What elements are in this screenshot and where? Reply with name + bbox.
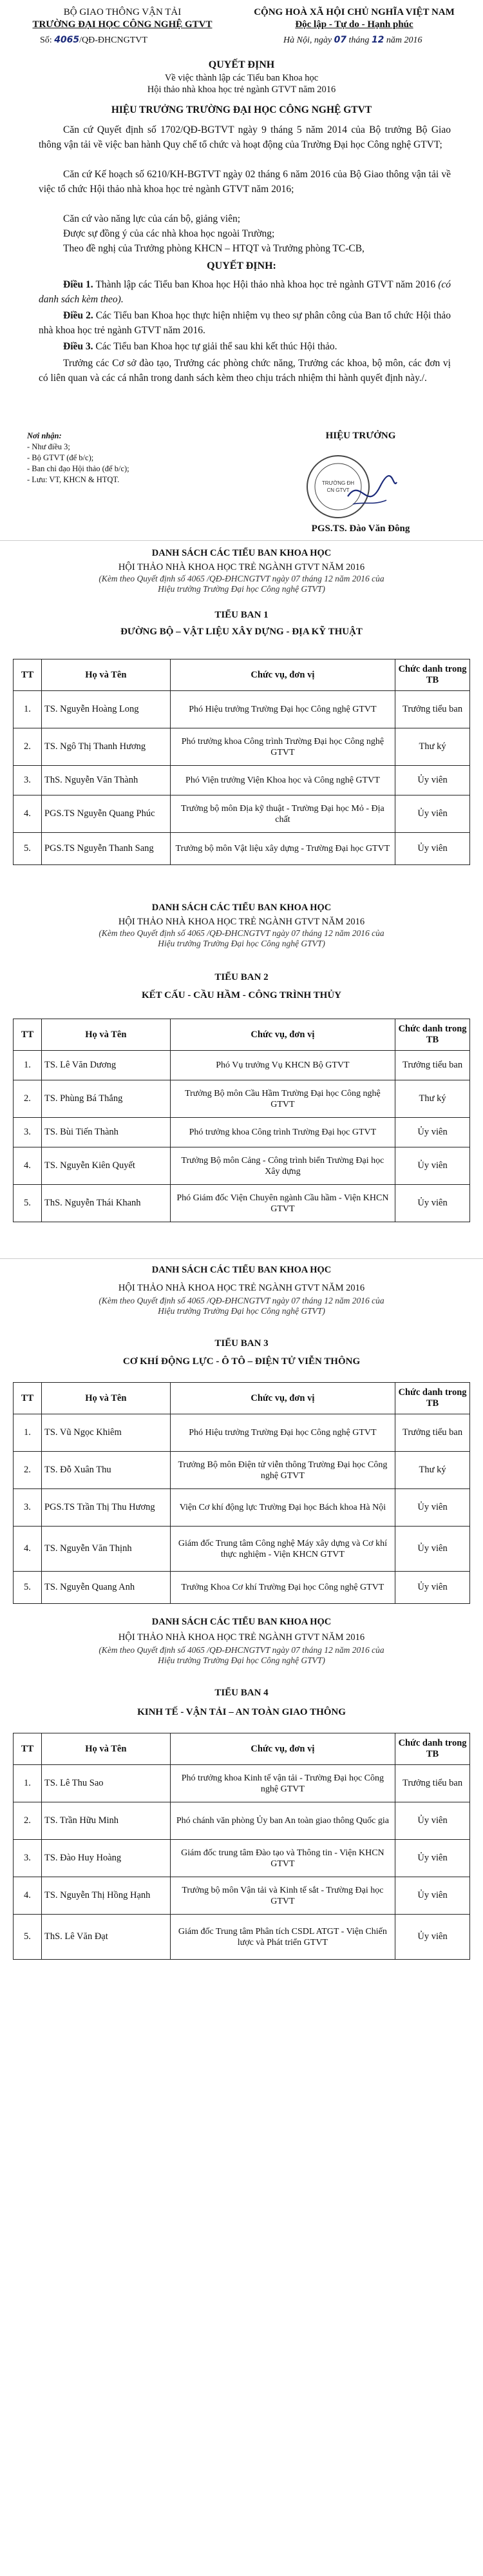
col-header-role: Chức danh trong TB bbox=[395, 1383, 470, 1414]
subcommittee-3-name: CƠ KHÍ ĐỘNG LỰC - Ô TÔ – ĐIỆN TỬ VIỄN THÔNG bbox=[122, 1356, 361, 1367]
row-index: 5. bbox=[14, 1915, 42, 1960]
col-header-name: Họ và Tên bbox=[41, 1383, 170, 1414]
member-role: Trưởng tiểu ban bbox=[395, 691, 470, 728]
member-position: Phó Hiệu trưởng Trường Đại học Công nghệ GTVT bbox=[170, 1414, 395, 1452]
col-header-index: TT bbox=[14, 1733, 42, 1765]
table-header-row bbox=[14, 1019, 470, 1051]
page-divider bbox=[0, 1258, 483, 1259]
col-header-position: Chức vụ, đơn vị bbox=[170, 659, 395, 691]
member-role: Thư ký bbox=[395, 1080, 470, 1118]
member-position: Trưởng bộ môn Vật liệu xây dựng - Trường Đại học GTVT bbox=[170, 833, 395, 865]
member-role: Ủy viên bbox=[395, 1877, 470, 1915]
member-role: Ủy viên bbox=[395, 833, 470, 865]
row-index: 5. bbox=[14, 833, 42, 865]
table-row bbox=[14, 1147, 470, 1185]
list-note-2b: Hiệu trưởng Trường Đại học Công nghệ GTVT) bbox=[158, 939, 325, 948]
national-motto: Độc lập - Tự do - Hạnh phúc bbox=[295, 19, 413, 30]
member-position: Trưởng Bộ môn Điện tử viễn thông Trường Đại học Công nghệ GTVT bbox=[170, 1452, 395, 1489]
basis-paragraph-4: Được sự đồng ý của các nhà khoa học ngoài Trường; bbox=[63, 228, 275, 239]
list-event-1: HỘI THẢO NHÀ KHOA HỌC TRẺ NGÀNH GTVT NĂM 2016 bbox=[118, 562, 365, 572]
list-title-1: DANH SÁCH CÁC TIỂU BAN KHOA HỌC bbox=[151, 548, 332, 558]
member-role: Thư ký bbox=[395, 728, 470, 766]
table-row bbox=[14, 1840, 470, 1877]
table-row bbox=[14, 1572, 470, 1604]
table-row bbox=[14, 795, 470, 833]
member-role: Ủy viên bbox=[395, 766, 470, 795]
member-role: Trưởng tiểu ban bbox=[395, 1765, 470, 1802]
member-role: Ủy viên bbox=[395, 1147, 470, 1185]
table-row bbox=[14, 1489, 470, 1527]
table-row bbox=[14, 1527, 470, 1572]
docno-suffix: /QĐ-ĐHCNGTVT bbox=[79, 35, 147, 45]
list-title-2: DANH SÁCH CÁC TIỂU BAN KHOA HỌC bbox=[151, 903, 332, 913]
country-name: CỘNG HOÀ XÃ HỘI CHỦ NGHĨA VIỆT NAM bbox=[254, 7, 455, 17]
table-row bbox=[14, 1915, 470, 1960]
subcommittee-1-name: ĐƯỜNG BỘ – VẬT LIỆU XÂY DỰNG - ĐỊA KỸ THUẬT bbox=[120, 627, 363, 637]
col-header-index: TT bbox=[14, 1019, 42, 1051]
member-name: TS. Nguyễn Thị Hồng Hạnh bbox=[41, 1877, 170, 1915]
recipients-block bbox=[27, 431, 129, 485]
article-1-label: Điều 1. bbox=[63, 279, 93, 290]
member-position: Phó chánh văn phòng Ủy ban An toàn giao thông Quốc gia bbox=[170, 1802, 395, 1840]
month-prefix: tháng bbox=[348, 35, 370, 45]
member-name: ThS. Lê Văn Đạt bbox=[41, 1915, 170, 1960]
basis-paragraph-2: Căn cứ Kế hoạch số 6210/KH-BGTVT ngày 02 tháng 6 năm 2016 của Bộ Giao thông vận tải về việc tổ chức Hội thảo nhà khoa học trẻ ngành GTVT năm 2016; bbox=[39, 169, 451, 195]
article-2-text: Các Tiểu ban Khoa học thực hiện nhiệm vụ theo sự phân công của Ban tổ chức Hội thảo nhà khoa học trẻ ngành GTVT năm 2016. bbox=[39, 310, 451, 336]
place-prefix: Hà Nội, ngày bbox=[283, 35, 332, 45]
row-index: 3. bbox=[14, 1840, 42, 1877]
row-index: 1. bbox=[14, 1414, 42, 1452]
row-index: 2. bbox=[14, 1452, 42, 1489]
table-row bbox=[14, 1414, 470, 1452]
member-name: ThS. Nguyễn Thái Khanh bbox=[41, 1185, 170, 1222]
member-name: PGS.TS Trần Thị Thu Hương bbox=[41, 1489, 170, 1527]
member-role: Trưởng tiểu ban bbox=[395, 1414, 470, 1452]
subcommittee-2-label: TIỂU BAN 2 bbox=[214, 972, 269, 982]
row-index: 3. bbox=[14, 1118, 42, 1147]
recipient-item: - Như điều 3; bbox=[27, 442, 70, 451]
table-row bbox=[14, 1802, 470, 1840]
subcommittee-1-label: TIỂU BAN 1 bbox=[214, 610, 269, 620]
col-header-role: Chức danh trong TB bbox=[395, 1019, 470, 1051]
table-row bbox=[14, 1118, 470, 1147]
table-row bbox=[14, 1080, 470, 1118]
member-name: TS. Ngô Thị Thanh Hương bbox=[41, 728, 170, 766]
issuer-block bbox=[26, 6, 219, 31]
table-row bbox=[14, 1051, 470, 1080]
list-note-1b: Hiệu trưởng Trường Đại học Công nghệ GTVT) bbox=[158, 584, 325, 594]
member-name: TS. Trần Hữu Minh bbox=[41, 1802, 170, 1840]
authority-heading: HIỆU TRƯỞNG TRƯỜNG ĐẠI HỌC CÔNG NGHỆ GTVT bbox=[111, 104, 372, 115]
svg-text:TRƯỜNG ĐH: TRƯỜNG ĐH bbox=[321, 480, 355, 486]
document-number bbox=[40, 35, 147, 46]
row-index: 4. bbox=[14, 1877, 42, 1915]
table-row bbox=[14, 1877, 470, 1915]
table-row bbox=[14, 1765, 470, 1802]
list-event-2: HỘI THẢO NHÀ KHOA HỌC TRẺ NGÀNH GTVT NĂM 2016 bbox=[118, 917, 365, 927]
list-event-4: HỘI THẢO NHÀ KHOA HỌC TRẺ NGÀNH GTVT NĂM 2016 bbox=[118, 1632, 365, 1643]
table-row bbox=[14, 1185, 470, 1222]
member-role: Ủy viên bbox=[395, 1185, 470, 1222]
recipient-item: - Ban chỉ đạo Hội thảo (để b/c); bbox=[27, 464, 129, 473]
member-role: Ủy viên bbox=[395, 1840, 470, 1877]
member-role: Ủy viên bbox=[395, 1118, 470, 1147]
decision-subtitle-1: Về việc thành lập các Tiểu ban Khoa học bbox=[164, 73, 319, 83]
subcommittee-3-label: TIỂU BAN 3 bbox=[214, 1338, 269, 1349]
col-header-name: Họ và Tên bbox=[41, 1733, 170, 1765]
member-name: TS. Phùng Bá Thắng bbox=[41, 1080, 170, 1118]
member-position: Phó trưởng khoa Kinh tế vận tải - Trường Đại học Công nghệ GTVT bbox=[170, 1765, 395, 1802]
recipients-title: Nơi nhận: bbox=[27, 431, 62, 440]
list-note-3a: (Kèm theo Quyết định số 4065 /QĐ-ĐHCNGTVT ngày 07 tháng 12 năm 2016 của bbox=[99, 1296, 384, 1305]
col-header-role: Chức danh trong TB bbox=[395, 659, 470, 691]
member-position: Phó Hiệu trưởng Trường Đại học Công nghệ GTVT bbox=[170, 691, 395, 728]
subcommittee-3-table bbox=[13, 1382, 470, 1604]
row-index: 1. bbox=[14, 1051, 42, 1080]
basis-paragraph-5: Theo đề nghị của Trưởng phòng KHCN – HTQT và Trưởng phòng TC-CB, bbox=[63, 243, 365, 254]
col-header-role: Chức danh trong TB bbox=[395, 1733, 470, 1765]
ministry-name: BỘ GIAO THÔNG VẬN TẢI bbox=[63, 7, 182, 17]
table-row bbox=[14, 691, 470, 728]
member-role: Ủy viên bbox=[395, 1802, 470, 1840]
member-position: Viện Cơ khí động lực Trường Đại học Bách khoa Hà Nội bbox=[170, 1489, 395, 1527]
place-date bbox=[283, 35, 422, 46]
row-index: 2. bbox=[14, 1080, 42, 1118]
subcommittee-2-table bbox=[13, 1019, 470, 1222]
row-index: 1. bbox=[14, 1765, 42, 1802]
member-name: TS. Bùi Tiến Thành bbox=[41, 1118, 170, 1147]
member-role: Ủy viên bbox=[395, 1915, 470, 1960]
table-row bbox=[14, 766, 470, 795]
year-text: năm 2016 bbox=[386, 35, 422, 45]
month-handwritten: 12 bbox=[371, 35, 384, 45]
col-header-position: Chức vụ, đơn vị bbox=[170, 1733, 395, 1765]
row-index: 1. bbox=[14, 691, 42, 728]
member-name: TS. Vũ Ngọc Khiêm bbox=[41, 1414, 170, 1452]
member-name: PGS.TS Nguyễn Quang Phúc bbox=[41, 795, 170, 833]
col-header-position: Chức vụ, đơn vị bbox=[170, 1383, 395, 1414]
member-position: Phó Giám đốc Viện Chuyên ngành Cầu hầm - Viện KHCN GTVT bbox=[170, 1185, 395, 1222]
member-position: Trưởng bộ môn Địa kỹ thuật - Trường Đại học Mỏ - Địa chất bbox=[170, 795, 395, 833]
row-index: 4. bbox=[14, 1527, 42, 1572]
day-handwritten: 07 bbox=[334, 35, 347, 45]
member-position: Phó trưởng khoa Công trình Trường Đại học GTVT bbox=[170, 1118, 395, 1147]
member-role: Ủy viên bbox=[395, 1527, 470, 1572]
member-name: TS. Nguyễn Văn Thịnh bbox=[41, 1527, 170, 1572]
col-header-name: Họ và Tên bbox=[41, 659, 170, 691]
national-heading bbox=[245, 6, 464, 31]
table-row bbox=[14, 833, 470, 865]
recipient-item: - Lưu: VT, KHCN & HTQT. bbox=[27, 475, 120, 484]
member-position: Phó Vụ trưởng Vụ KHCN Bộ GTVT bbox=[170, 1051, 395, 1080]
article-1-note: (có danh sách kèm theo). bbox=[39, 279, 451, 305]
decide-heading: QUYẾT ĐỊNH: bbox=[207, 260, 276, 271]
member-role: Thư ký bbox=[395, 1452, 470, 1489]
row-index: 3. bbox=[14, 766, 42, 795]
col-header-name: Họ và Tên bbox=[41, 1019, 170, 1051]
decision-title: QUYẾT ĐỊNH bbox=[208, 59, 275, 70]
member-role: Trưởng tiểu ban bbox=[395, 1051, 470, 1080]
member-name: TS. Nguyễn Kiên Quyết bbox=[41, 1147, 170, 1185]
execution-paragraph: Trưởng các Cơ sở đào tạo, Trưởng các phòng chức năng, Trưởng các khoa, bộ môn, các đơn vị có liên quan và các cá nhân trong danh sách kèm theo chịu trách nhiệm thi hành quyết định này./. bbox=[39, 358, 451, 384]
row-index: 4. bbox=[14, 1147, 42, 1185]
member-position: Giám đốc trung tâm Đào tạo và Thông tin - Viện KHCN GTVT bbox=[170, 1840, 395, 1877]
table-header-row bbox=[14, 1733, 470, 1765]
subcommittee-4-table bbox=[13, 1733, 470, 1960]
list-event-3: HỘI THẢO NHÀ KHOA HỌC TRẺ NGÀNH GTVT NĂM 2016 bbox=[118, 1283, 365, 1293]
article-3 bbox=[39, 339, 451, 354]
table-row bbox=[14, 1452, 470, 1489]
member-name: TS. Đỗ Xuân Thu bbox=[41, 1452, 170, 1489]
list-note-4b: Hiệu trưởng Trường Đại học Công nghệ GTVT) bbox=[158, 1655, 325, 1665]
list-title-4: DANH SÁCH CÁC TIỂU BAN KHOA HỌC bbox=[151, 1617, 332, 1627]
member-role: Ủy viên bbox=[395, 795, 470, 833]
row-index: 2. bbox=[14, 1802, 42, 1840]
member-position: Trưởng bộ môn Vận tải và Kinh tế sắt - Trường Đại học GTVT bbox=[170, 1877, 395, 1915]
member-position: Trưởng Khoa Cơ khí Trường Đại học Công nghệ GTVT bbox=[170, 1572, 395, 1604]
member-position: Trưởng Bộ môn Cảng - Công trình biển Trường Đại học Xây dựng bbox=[170, 1147, 395, 1185]
row-index: 3. bbox=[14, 1489, 42, 1527]
official-seal-icon bbox=[303, 451, 399, 522]
article-1-text: Thành lập các Tiểu ban Khoa học Hội thảo nhà khoa học trẻ ngành GTVT năm 2016 bbox=[93, 279, 439, 290]
decision-subtitle-2: Hội thảo nhà khoa học trẻ ngành GTVT năm 2016 bbox=[147, 84, 336, 95]
member-position: Giám đốc Trung tâm Công nghệ Máy xây dựng và Cơ khí thực nghiệm - Viện KHCN GTVT bbox=[170, 1527, 395, 1572]
docno-handwritten: 4065 bbox=[54, 35, 80, 45]
article-1 bbox=[39, 277, 451, 307]
list-note-1a: (Kèm theo Quyết định số 4065 /QĐ-ĐHCNGTVT ngày 07 tháng 12 năm 2016 của bbox=[99, 574, 384, 583]
member-role: Ủy viên bbox=[395, 1572, 470, 1604]
signer-name: PGS.TS. Đào Văn Đông bbox=[311, 523, 410, 534]
member-name: TS. Lê Văn Dương bbox=[41, 1051, 170, 1080]
row-index: 4. bbox=[14, 795, 42, 833]
table-row bbox=[14, 728, 470, 766]
member-name: TS. Nguyễn Hoàng Long bbox=[41, 691, 170, 728]
row-index: 5. bbox=[14, 1572, 42, 1604]
subcommittee-4-label: TIỂU BAN 4 bbox=[214, 1688, 269, 1698]
table-header-row bbox=[14, 659, 470, 691]
signer-role: HIỆU TRƯỞNG bbox=[325, 431, 396, 441]
page-divider bbox=[0, 540, 483, 541]
row-index: 2. bbox=[14, 728, 42, 766]
member-name: TS. Nguyễn Quang Anh bbox=[41, 1572, 170, 1604]
article-2-label: Điều 2. bbox=[63, 310, 93, 321]
school-name: TRƯỜNG ĐẠI HỌC CÔNG NGHỆ GTVT bbox=[32, 19, 213, 30]
list-note-3b: Hiệu trưởng Trường Đại học Công nghệ GTVT) bbox=[158, 1306, 325, 1316]
subcommittee-2-name: KẾT CẤU - CẦU HẦM - CÔNG TRÌNH THỦY bbox=[141, 990, 342, 1000]
row-index: 5. bbox=[14, 1185, 42, 1222]
member-position: Phó trưởng khoa Công trình Trường Đại học Công nghệ GTVT bbox=[170, 728, 395, 766]
subcommittee-4-name: KINH TẾ - VẬN TẢI – AN TOÀN GIAO THÔNG bbox=[137, 1707, 346, 1717]
article-2 bbox=[39, 308, 451, 338]
svg-text:CN GTVT: CN GTVT bbox=[327, 487, 350, 493]
list-title-3: DANH SÁCH CÁC TIỂU BAN KHOA HỌC bbox=[151, 1265, 332, 1275]
table-header-row bbox=[14, 1383, 470, 1414]
recipient-item: - Bộ GTVT (để b/c); bbox=[27, 453, 94, 462]
basis-paragraph-3: Căn cứ vào năng lực của cán bộ, giảng viên; bbox=[63, 213, 241, 224]
member-position: Phó Viện trưởng Viện Khoa học và Công nghệ GTVT bbox=[170, 766, 395, 795]
docno-prefix: Số: bbox=[40, 35, 52, 45]
member-position: Trưởng Bộ môn Cầu Hầm Trường Đại học Công nghệ GTVT bbox=[170, 1080, 395, 1118]
article-3-text: Các Tiểu ban Khoa học tự giải thể sau khi kết thúc Hội thảo. bbox=[93, 341, 337, 352]
article-3-label: Điều 3. bbox=[63, 341, 93, 352]
member-name: ThS. Nguyễn Văn Thành bbox=[41, 766, 170, 795]
list-note-2a: (Kèm theo Quyết định số 4065 /QĐ-ĐHCNGTVT ngày 07 tháng 12 năm 2016 của bbox=[99, 928, 384, 938]
signature-block bbox=[277, 431, 444, 442]
subcommittee-1-table bbox=[13, 659, 470, 865]
member-role: Ủy viên bbox=[395, 1489, 470, 1527]
list-note-4a: (Kèm theo Quyết định số 4065 /QĐ-ĐHCNGTVT ngày 07 tháng 12 năm 2016 của bbox=[99, 1645, 384, 1655]
col-header-index: TT bbox=[14, 659, 42, 691]
member-name: TS. Đào Huy Hoàng bbox=[41, 1840, 170, 1877]
basis-paragraph-1: Căn cứ Quyết định số 1702/QĐ-BGTVT ngày 9 tháng 5 năm 2014 của Bộ trưởng Bộ Giao thông vận tải về việc ban hành Quy chế tổ chức và hoạt động của Trường Đại học Công nghệ GTVT; bbox=[39, 124, 451, 150]
col-header-index: TT bbox=[14, 1383, 42, 1414]
col-header-position: Chức vụ, đơn vị bbox=[170, 1019, 395, 1051]
member-name: TS. Lê Thu Sao bbox=[41, 1765, 170, 1802]
member-name: PGS.TS Nguyễn Thanh Sang bbox=[41, 833, 170, 865]
member-position: Giám đốc Trung tâm Phân tích CSDL ATGT - Viện Chiến lược và Phát triển GTVT bbox=[170, 1915, 395, 1960]
